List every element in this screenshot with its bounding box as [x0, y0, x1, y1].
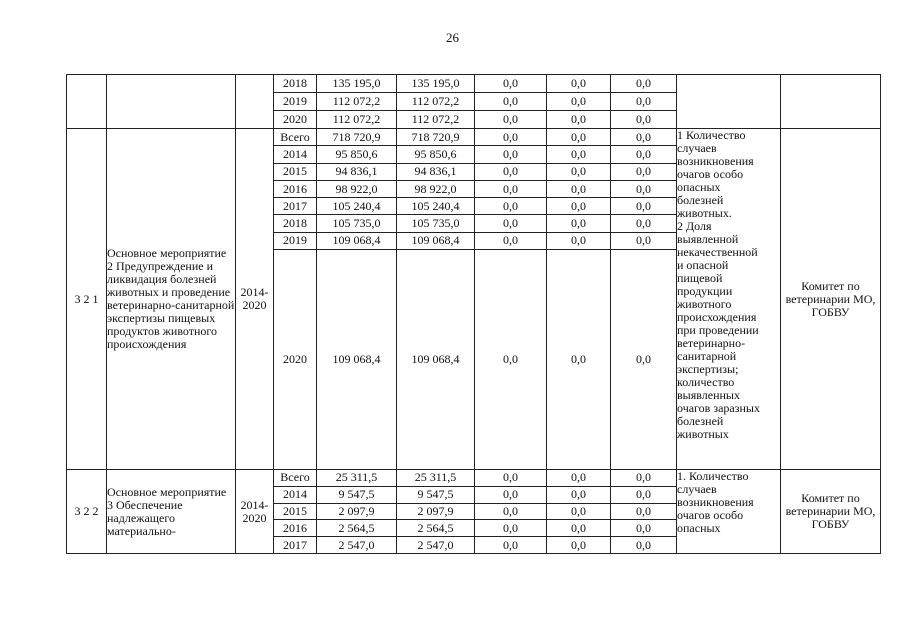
indicator-line: животных. — [677, 206, 732, 220]
value-cell-3: 0,0 — [475, 215, 547, 232]
year-cell: 2014 — [274, 486, 317, 503]
value-cell-4: 0,0 — [547, 111, 611, 129]
value-cell-2: 95 850,6 — [397, 146, 475, 163]
value-cell-5: 0,0 — [611, 537, 677, 554]
indicator-line: 1 Количество — [677, 128, 746, 142]
value-cell-1: 112 072,2 — [317, 93, 397, 111]
table-row — [67, 470, 881, 487]
year-cell: 2017 — [274, 198, 317, 215]
value-cell-5: 0,0 — [611, 198, 677, 215]
year-cell: 2016 — [274, 180, 317, 197]
activity-code: 3 2 1 — [67, 129, 107, 470]
indicator-line: опасных — [677, 180, 721, 194]
value-cell-3: 0,0 — [475, 250, 547, 470]
value-cell-3: 0,0 — [475, 111, 547, 129]
activity-name: Основное мероприятие 2 Предупреждение и ликвидация болезней животных и проведение ветеринарно-санитарной экспертизы пищевых продуктов животного происхождения — [107, 129, 236, 470]
indicator-line: ветеринарно- — [677, 336, 746, 350]
year-cell: 2015 — [274, 163, 317, 180]
value-cell-1: 95 850,6 — [317, 146, 397, 163]
value-cell-1: 105 240,4 — [317, 198, 397, 215]
page-number: 26 — [446, 30, 459, 45]
year-cell: 2019 — [274, 93, 317, 111]
value-cell-5: 0,0 — [611, 180, 677, 197]
value-cell-1: 2 564,5 — [317, 520, 397, 537]
value-cell-2: 25 311,5 — [397, 470, 475, 487]
value-cell-5: 0,0 — [611, 470, 677, 487]
value-cell-4: 0,0 — [547, 180, 611, 197]
year-cell: 2017 — [274, 537, 317, 554]
value-cell-2: 105 735,0 — [397, 215, 475, 232]
year-cell: Всего — [274, 129, 317, 146]
indicator-line: очагов особо — [677, 508, 744, 523]
indicator-line: возникновения — [677, 154, 754, 168]
value-cell-2: 94 836,1 — [397, 163, 475, 180]
activity-indicators — [677, 129, 781, 470]
value-cell-1: 9 547,5 — [317, 486, 397, 503]
indicator-line: опасных — [677, 521, 721, 536]
value-cell-2: 2 097,9 — [397, 503, 475, 520]
indicator-line: некачественной — [677, 245, 758, 259]
value-cell-3: 0,0 — [475, 163, 547, 180]
value-cell-2: 9 547,5 — [397, 486, 475, 503]
value-cell-3: 0,0 — [475, 93, 547, 111]
value-cell-5: 0,0 — [611, 163, 677, 180]
indicator-line: пищевой — [677, 271, 723, 285]
value-cell-2: 109 068,4 — [397, 250, 475, 470]
value-cell-4: 0,0 — [547, 232, 611, 249]
value-cell-5: 0,0 — [611, 215, 677, 232]
value-cell-5: 0,0 — [611, 520, 677, 537]
indicator-line: 2 Доля — [677, 219, 712, 233]
activity-period: 2014-2020 — [236, 129, 274, 470]
value-cell-5: 0,0 — [611, 93, 677, 111]
value-cell-4: 0,0 — [547, 215, 611, 232]
table-row — [67, 129, 881, 146]
activity-indicators — [677, 470, 781, 554]
year-cell: 2015 — [274, 503, 317, 520]
value-cell-1: 135 195,0 — [317, 75, 397, 93]
indicator-line: и опасной — [677, 258, 729, 272]
value-cell-3: 0,0 — [475, 470, 547, 487]
year-cell: 2018 — [274, 75, 317, 93]
indicator-cell-empty — [677, 75, 781, 129]
indicator-line: очагов заразных — [677, 401, 760, 415]
value-cell-1: 718 720,9 — [317, 129, 397, 146]
value-cell-2: 109 068,4 — [397, 232, 475, 249]
value-cell-5: 0,0 — [611, 129, 677, 146]
value-cell-4: 0,0 — [547, 470, 611, 487]
activity-period: 2014-2020 — [236, 470, 274, 554]
value-cell-1: 2 097,9 — [317, 503, 397, 520]
value-cell-3: 0,0 — [475, 146, 547, 163]
period-cell-empty — [236, 75, 274, 129]
value-cell-2: 2 564,5 — [397, 520, 475, 537]
indicator-line: животных — [677, 427, 729, 441]
value-cell-2: 112 072,2 — [397, 93, 475, 111]
year-cell: Всего — [274, 470, 317, 487]
program-table — [66, 74, 881, 554]
activity-code: 3 2 2 — [67, 470, 107, 554]
value-cell-1: 109 068,4 — [317, 250, 397, 470]
indicator-line: животного — [677, 297, 732, 311]
year-cell: 2014 — [274, 146, 317, 163]
value-cell-3: 0,0 — [475, 198, 547, 215]
value-cell-3: 0,0 — [475, 486, 547, 503]
value-cell-2: 105 240,4 — [397, 198, 475, 215]
value-cell-5: 0,0 — [611, 146, 677, 163]
value-cell-2: 718 720,9 — [397, 129, 475, 146]
value-cell-5: 0,0 — [611, 232, 677, 249]
indicator-line: очагов особо — [677, 167, 744, 181]
value-cell-3: 0,0 — [475, 232, 547, 249]
indicator-line: болезней — [677, 193, 724, 207]
value-cell-4: 0,0 — [547, 520, 611, 537]
year-cell: 2020 — [274, 250, 317, 470]
indicator-line: при проведении — [677, 323, 759, 337]
indicator-line: выявленной — [677, 232, 739, 246]
value-cell-2: 135 195,0 — [397, 75, 475, 93]
value-cell-4: 0,0 — [547, 250, 611, 470]
indicator-line: количество — [677, 375, 735, 389]
responsible-executor: Комитет по ветеринарии МО, ГОБВУ — [781, 470, 881, 554]
value-cell-5: 0,0 — [611, 111, 677, 129]
indicator-line: санитарной — [677, 349, 737, 363]
value-cell-1: 2 547,0 — [317, 537, 397, 554]
value-cell-1: 98 922,0 — [317, 180, 397, 197]
value-cell-4: 0,0 — [547, 75, 611, 93]
value-cell-2: 2 547,0 — [397, 537, 475, 554]
value-cell-4: 0,0 — [547, 163, 611, 180]
table-row — [67, 75, 881, 93]
indicator-line: экспертизы; — [677, 362, 739, 376]
value-cell-1: 112 072,2 — [317, 111, 397, 129]
value-cell-2: 98 922,0 — [397, 180, 475, 197]
value-cell-1: 25 311,5 — [317, 470, 397, 487]
value-cell-3: 0,0 — [475, 129, 547, 146]
value-cell-3: 0,0 — [475, 537, 547, 554]
code-cell-empty — [67, 75, 107, 129]
value-cell-3: 0,0 — [475, 503, 547, 520]
indicator-line: происхождения — [677, 310, 757, 324]
year-cell: 2016 — [274, 520, 317, 537]
indicator-line: случаев — [677, 482, 717, 497]
indicator-line: выявленных — [677, 388, 740, 402]
value-cell-3: 0,0 — [475, 180, 547, 197]
value-cell-1: 109 068,4 — [317, 232, 397, 249]
year-cell: 2019 — [274, 232, 317, 249]
indicator-line: продукции — [677, 284, 733, 298]
value-cell-5: 0,0 — [611, 75, 677, 93]
activity-name: Основное мероприятие 3 Обеспечение надлежащего материально- — [107, 470, 236, 554]
value-cell-3: 0,0 — [475, 520, 547, 537]
value-cell-3: 0,0 — [475, 75, 547, 93]
value-cell-1: 105 735,0 — [317, 215, 397, 232]
value-cell-5: 0,0 — [611, 486, 677, 503]
indicator-line: 1. Количество — [677, 469, 749, 484]
value-cell-4: 0,0 — [547, 486, 611, 503]
indicator-line: случаев — [677, 141, 717, 155]
value-cell-4: 0,0 — [547, 198, 611, 215]
value-cell-5: 0,0 — [611, 250, 677, 470]
indicator-line: возникновения — [677, 495, 754, 510]
name-cell-empty — [107, 75, 236, 129]
value-cell-1: 94 836,1 — [317, 163, 397, 180]
value-cell-4: 0,0 — [547, 503, 611, 520]
value-cell-5: 0,0 — [611, 503, 677, 520]
value-cell-4: 0,0 — [547, 93, 611, 111]
year-cell: 2018 — [274, 215, 317, 232]
responsible-executor: Комитет по ветеринарии МО, ГОБВУ — [781, 129, 881, 470]
value-cell-4: 0,0 — [547, 129, 611, 146]
value-cell-4: 0,0 — [547, 146, 611, 163]
year-cell: 2020 — [274, 111, 317, 129]
value-cell-2: 112 072,2 — [397, 111, 475, 129]
responsible-cell-empty — [781, 75, 881, 129]
indicator-line: болезней — [677, 414, 724, 428]
value-cell-4: 0,0 — [547, 537, 611, 554]
